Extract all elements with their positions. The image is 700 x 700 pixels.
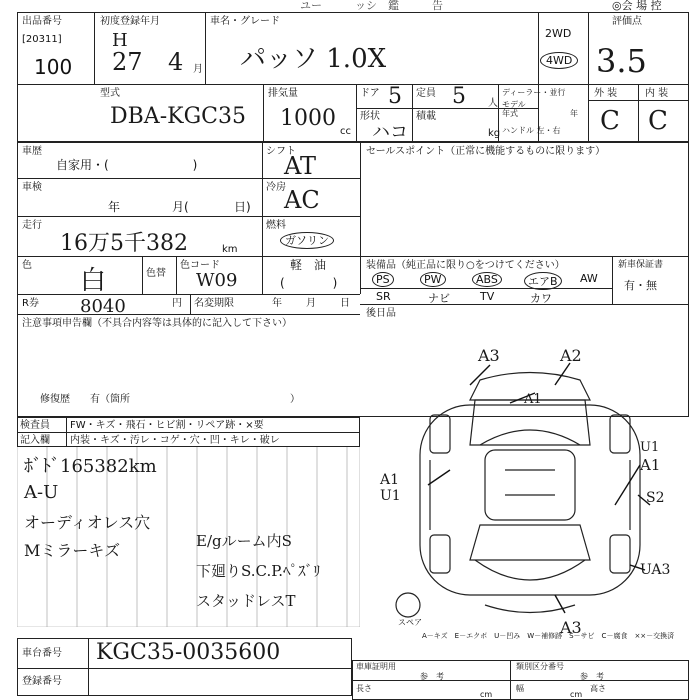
deadline-label: 名変期限 xyxy=(194,298,234,309)
inspector-label: 検査員 xyxy=(20,420,50,431)
interior-label: 内 装 xyxy=(645,88,669,99)
recycle-label: R券 xyxy=(22,298,39,309)
color-code-label: 色コード xyxy=(180,260,220,271)
fuel-diesel: 軽 油 xyxy=(290,258,327,272)
footer-cert-label: 車庫証明用 xyxy=(356,662,396,671)
equip-pw: PW xyxy=(420,272,446,287)
footer-cm2: cm xyxy=(570,690,583,699)
recycle-unit: 円 xyxy=(172,298,182,309)
capacity-unit: 人 xyxy=(488,98,498,109)
displacement-value: 1000 xyxy=(280,106,336,131)
inspector-row1: FW・キズ・飛石・ヒビ割・リペア跡・×要 xyxy=(70,420,264,431)
damage-legend: A－キズ E－エクボ U－凹み W－補修跡 S－サビ C－腐食 ××－交換済 xyxy=(422,632,675,640)
dealer-year-unit: 年 xyxy=(570,109,578,118)
lot-number: 100 xyxy=(34,55,73,79)
equipment-label: 装備品（純正品に限り○をつけてください） xyxy=(366,260,565,271)
shape-value: ハコ xyxy=(372,122,408,143)
model-label: 型式 xyxy=(100,88,120,99)
inspection-day: 日) xyxy=(234,200,251,214)
inspector-row2: 内装・キズ・汚レ・コゲ・穴・凹・キレ・破レ xyxy=(70,435,280,446)
footer-cm1: cm xyxy=(480,690,493,699)
lot-label: 出品番号 xyxy=(22,16,62,27)
sales-point-label: セールスポイント（正常に機能するものに限ります） xyxy=(366,146,606,157)
deadline-year: 年 xyxy=(272,298,282,309)
fuel-label: 燃料 xyxy=(266,220,286,231)
equip-airbag: エアB xyxy=(524,272,562,290)
car-name-value: パッソ 1.0X xyxy=(240,44,387,74)
header-org: ◎会 場 控 xyxy=(612,0,662,12)
ac-label: 冷房 xyxy=(266,182,286,193)
load-label: 積載 xyxy=(416,111,436,122)
displacement-label: 排気量 xyxy=(268,88,298,99)
remark-3: オーディオレス穴 xyxy=(24,513,151,532)
diagram-mark-u1-left: U1 xyxy=(380,488,401,504)
color-value: 白 xyxy=(80,266,107,296)
equip-aw: AW xyxy=(580,272,598,285)
first-reg-month-unit: 月 xyxy=(193,64,203,75)
footer-width: 幅 xyxy=(516,684,524,693)
notes-label: 注意事項申告欄（不具合内容等は具体的に記入して下さい） xyxy=(22,318,292,329)
dealer-model-label: モデル xyxy=(502,100,526,109)
dealer-handle: ハンドル 左・右 xyxy=(502,126,561,135)
interior-value: C xyxy=(648,106,668,136)
footer-class-label: 類別区分番号 xyxy=(516,662,564,671)
color-label: 色 xyxy=(22,260,32,271)
warranty-value: 有・無 xyxy=(624,279,657,292)
diagram-mark-u1-right: U1 xyxy=(640,440,660,455)
inspection-month: 月( xyxy=(172,200,189,214)
first-reg-year: 27 xyxy=(112,48,143,76)
fuel-paren: ( ) xyxy=(280,276,338,290)
right-remark-3: スタッドレスT xyxy=(196,592,296,610)
shift-value: AT xyxy=(284,152,317,180)
equip-sr: SR xyxy=(376,290,391,303)
first-reg-month: 4 xyxy=(168,48,184,76)
mileage-label: 走行 xyxy=(22,220,42,231)
fuel-gas: ガソリン xyxy=(280,232,334,249)
first-reg-era: H xyxy=(112,30,128,51)
doors-value: 5 xyxy=(388,84,402,109)
header-title: ユー ッシ 鑑 告 xyxy=(300,0,443,12)
first-reg-label: 初度登録年月 xyxy=(100,16,160,27)
mileage-unit: km xyxy=(222,244,238,255)
car-name-label: 車名・グレード xyxy=(210,16,280,27)
aftermarket-label: 後日品 xyxy=(366,308,396,319)
recycle-value: 8040 xyxy=(80,296,126,317)
diagram-mark-a2: A2 xyxy=(560,346,582,365)
equip-navi: ナビ xyxy=(428,292,450,305)
warranty-label: 新車保証書 xyxy=(618,260,664,270)
chassis-label: 車台番号 xyxy=(22,648,62,659)
drive-2wd: 2WD xyxy=(545,27,572,40)
displacement-unit: cc xyxy=(340,126,351,137)
equip-leather: カワ xyxy=(530,292,552,305)
diagram-spare: スペア xyxy=(398,618,422,627)
dealer-label: ディーラー・並行 xyxy=(502,88,566,97)
footer-length: 長さ xyxy=(356,684,372,693)
remark-1: ﾎﾞﾄﾞ165382km xyxy=(24,456,157,477)
inspector-row2-label: 記入欄 xyxy=(20,435,50,446)
color-code: W09 xyxy=(196,270,238,291)
diagram-mark-ua3: UA3 xyxy=(640,562,671,578)
drive-4wd: 4WD xyxy=(540,52,578,69)
remark-2: A-U xyxy=(24,482,59,503)
equip-ps: PS xyxy=(372,272,394,287)
dealer-year-label: 年式 xyxy=(502,109,518,118)
diagram-mark-s2: S2 xyxy=(646,490,665,506)
diagram-mark-a1-left: A1 xyxy=(380,472,400,488)
shift-label: シフト xyxy=(266,146,296,157)
inspection-label: 車検 xyxy=(22,182,42,193)
usage-label: 車歴 xyxy=(22,146,42,157)
doors-label: ドア xyxy=(360,88,380,99)
mileage-value: 16万5千382 xyxy=(60,231,188,256)
equip-tv: TV xyxy=(480,290,495,303)
usage-value: 自家用・( ) xyxy=(56,158,198,172)
color-change-label: 色替 xyxy=(146,268,166,279)
footer-ref: 参 考 xyxy=(420,672,444,681)
diagram-mark-a1-hood: A1 xyxy=(524,392,542,407)
equip-abs: ABS xyxy=(472,272,502,287)
diagram-mark-a3-bottom: A3 xyxy=(560,618,582,637)
capacity-label: 定員 xyxy=(416,88,436,99)
capacity-value: 5 xyxy=(452,84,466,109)
deadline-month: 月 xyxy=(306,298,316,309)
exterior-value: C xyxy=(600,106,620,136)
shape-label: 形状 xyxy=(360,111,380,122)
score-value: 3.5 xyxy=(596,42,647,80)
notes-repair: 修復歴 有（箇所 ） xyxy=(40,394,300,405)
diagram-mark-a1-right: A1 xyxy=(640,456,661,474)
footer-ref2: 参 考 xyxy=(580,672,604,681)
registration-label: 登録番号 xyxy=(22,676,62,687)
right-remark-1: E/gルーム内S xyxy=(196,532,292,550)
ac-value: AC xyxy=(284,186,320,214)
exterior-label: 外 装 xyxy=(594,88,618,99)
diagram-mark-a3-top: A3 xyxy=(478,346,500,365)
lot-code: [20311] xyxy=(22,34,62,45)
score-label: 評価点 xyxy=(612,16,642,27)
remark-4: Mミラーキズ xyxy=(24,541,121,560)
footer-height: 高さ xyxy=(590,684,606,693)
model-value: DBA-KGC35 xyxy=(110,104,246,129)
chassis-value: KGC35-0035600 xyxy=(96,640,281,665)
inspection-year: 年 xyxy=(108,200,121,214)
load-unit: kg xyxy=(488,128,501,139)
right-remark-2: 下廻りS.C.P.ﾍﾟｽﾞﾘ xyxy=(196,562,321,580)
deadline-day: 日 xyxy=(340,298,350,309)
